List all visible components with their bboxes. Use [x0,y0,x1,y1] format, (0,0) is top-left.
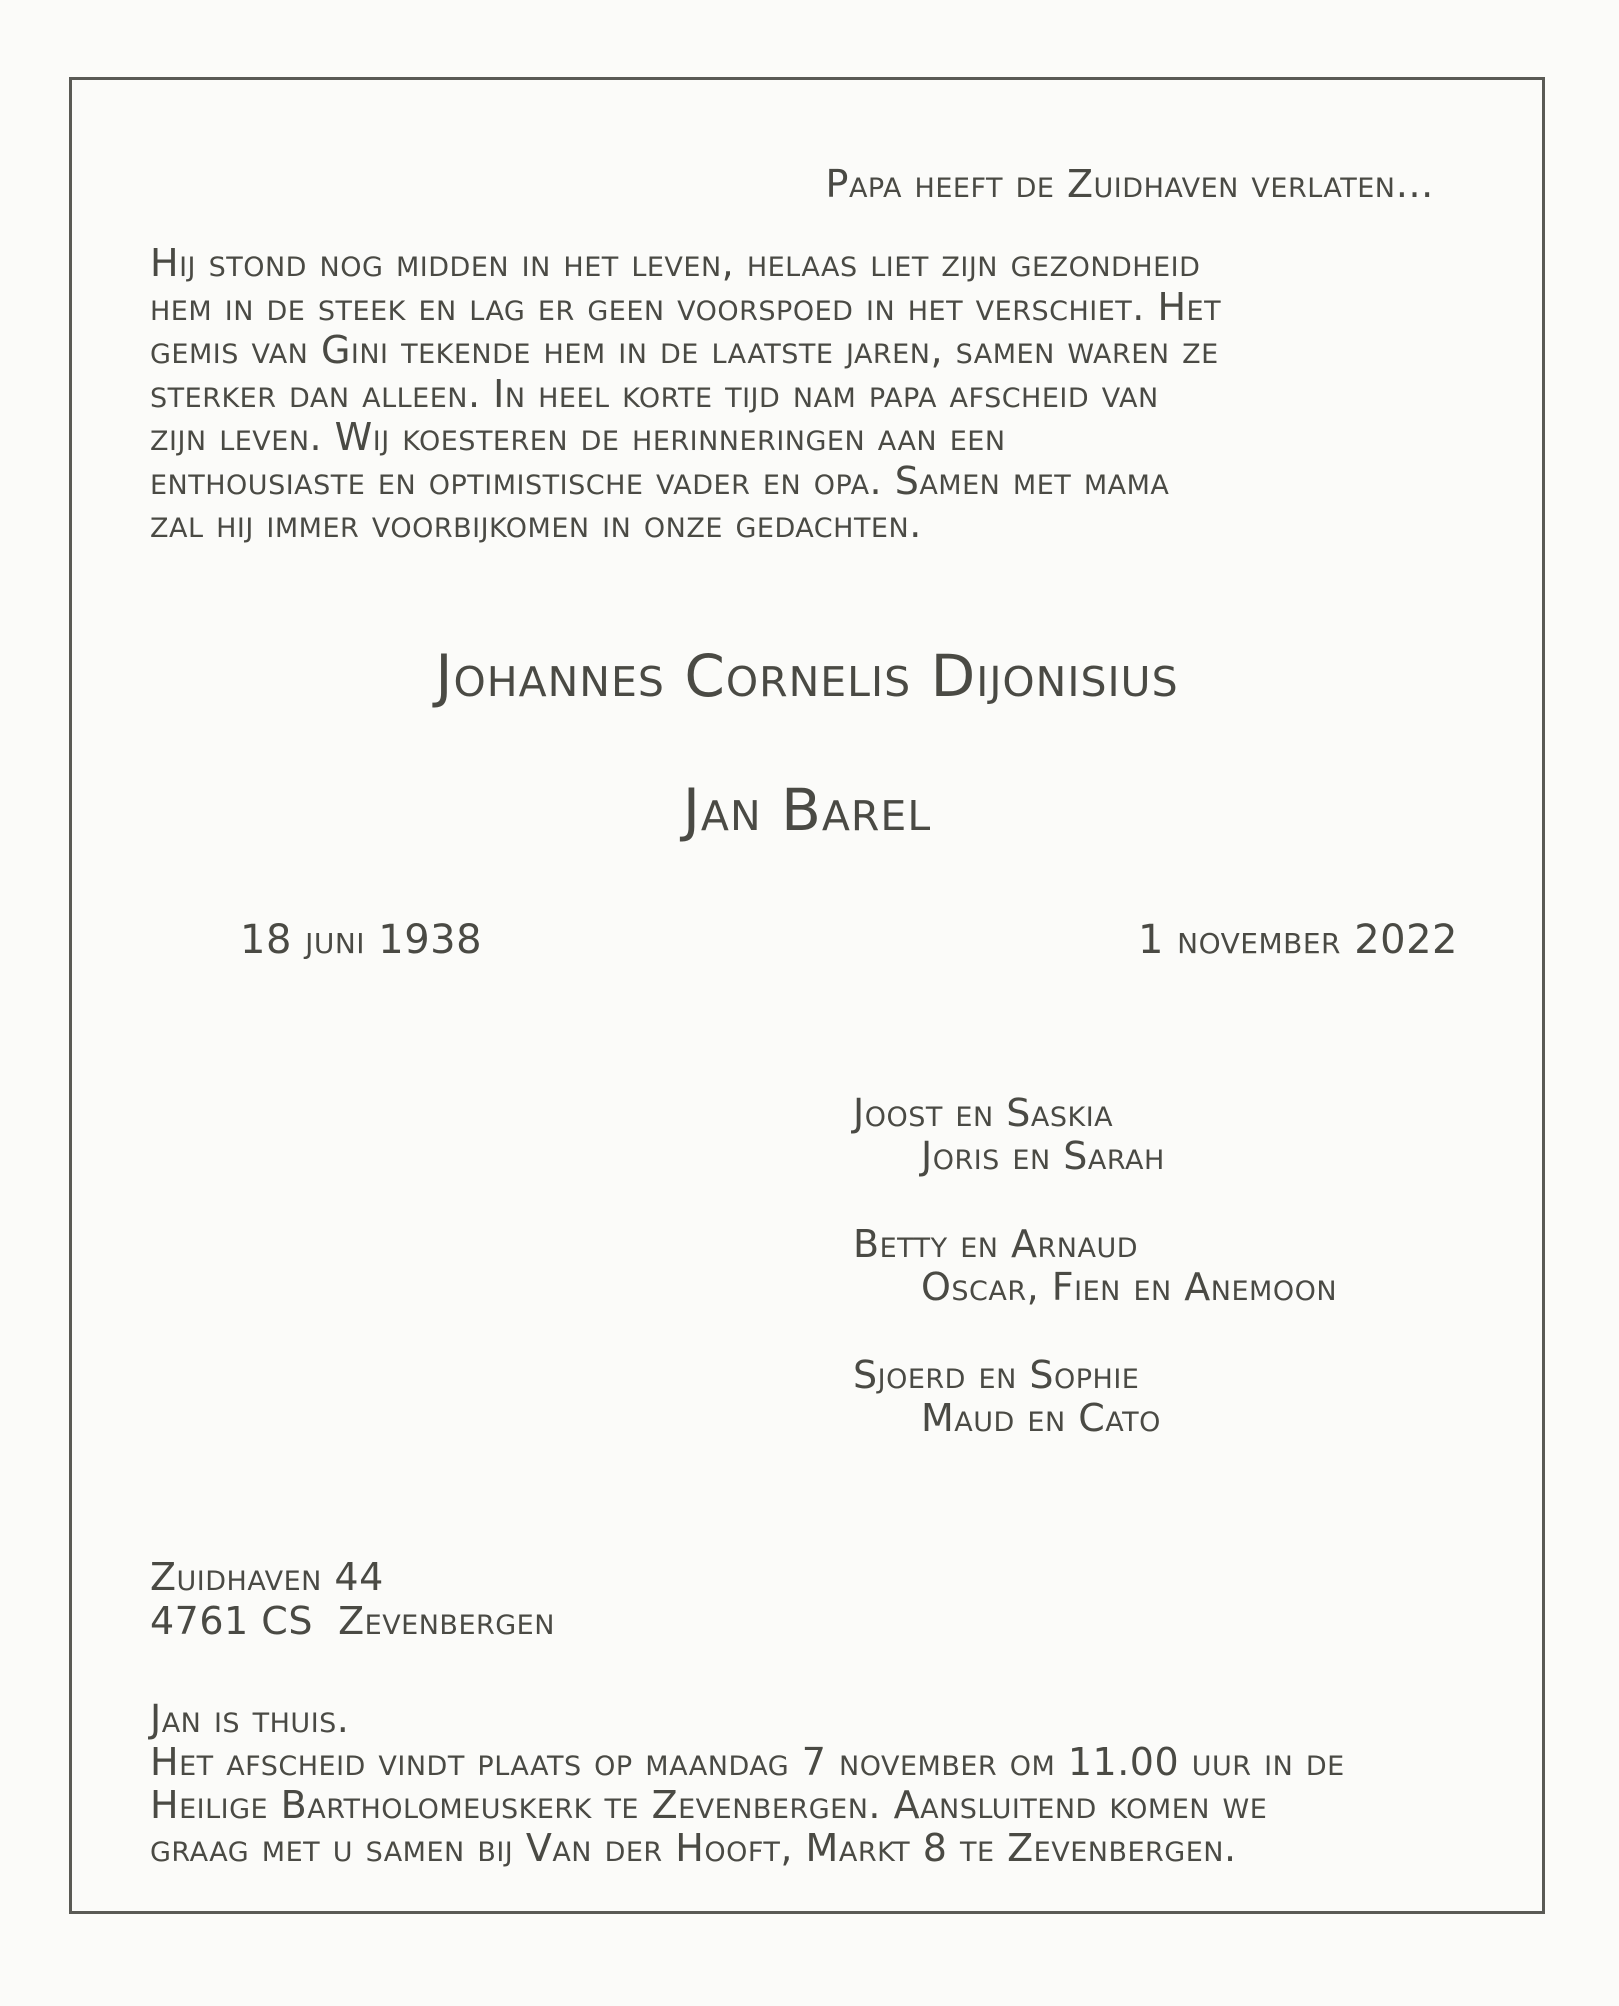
intro-line: Papa heeft de Zuidhaven verlaten… [825,162,1434,206]
deceased-call-name: Jan Barel [682,776,932,844]
family-parents: Joost en Saskia [853,1091,1114,1135]
paragraph-line: zal hij immer voorbijkomen in onze gedachten. [150,502,922,546]
paragraph-line: gemis van Gini tekende hem in de laatste jaren, samen waren ze [150,328,1219,372]
paragraph-line: Hij stond nog midden in het leven, helaas liet zijn gezondheid [150,241,1201,285]
paragraph-line: zijn leven. Wij koesteren de herinneringen aan een [150,415,1006,459]
address-city: 4761 CS Zevenbergen [150,1599,555,1643]
address-street: Zuidhaven 44 [150,1555,384,1599]
home-address [150,1555,555,1643]
deceased-full-name: Johannes Cornelis Dijonisius [435,642,1179,710]
family-list [853,1092,1337,1485]
paragraph-line: enthousiaste en optimistische vader en opa. Samen met mama [150,458,1170,503]
death-date: 1 november 2022 [1137,917,1458,963]
paragraph-line: sterker dan alleen. In heel korte tijd nam papa afscheid van [150,371,1159,416]
card-border [69,77,1545,1914]
family-group [853,1354,1337,1440]
funeral-details [150,1698,1345,1870]
family-parents: Betty en Arnaud [853,1222,1139,1266]
family-children: Joris en Sarah [921,1134,1165,1178]
family-group [853,1092,1337,1178]
funeral-line: Jan is thuis. [150,1697,350,1741]
memorial-paragraph [150,242,1490,547]
funeral-line: Heilige Bartholomeuskerk te Zevenbergen. Aansluitend komen we [150,1783,1268,1827]
family-children: Oscar, Fien en Anemoon [921,1265,1338,1309]
paragraph-line: hem in de steek en lag er geen voorspoed in het verschiet. Het [150,284,1222,329]
family-group [853,1223,1337,1309]
family-children: Maud en Cato [921,1396,1161,1440]
funeral-line: graag met u samen bij Van der Hooft, Markt 8 te Zevenbergen. [150,1826,1237,1870]
family-parents: Sjoerd en Sophie [853,1353,1140,1397]
birth-date: 18 juni 1938 [240,917,483,963]
funeral-line: Het afscheid vindt plaats op maandag 7 november om 11.00 uur in de [150,1740,1345,1784]
